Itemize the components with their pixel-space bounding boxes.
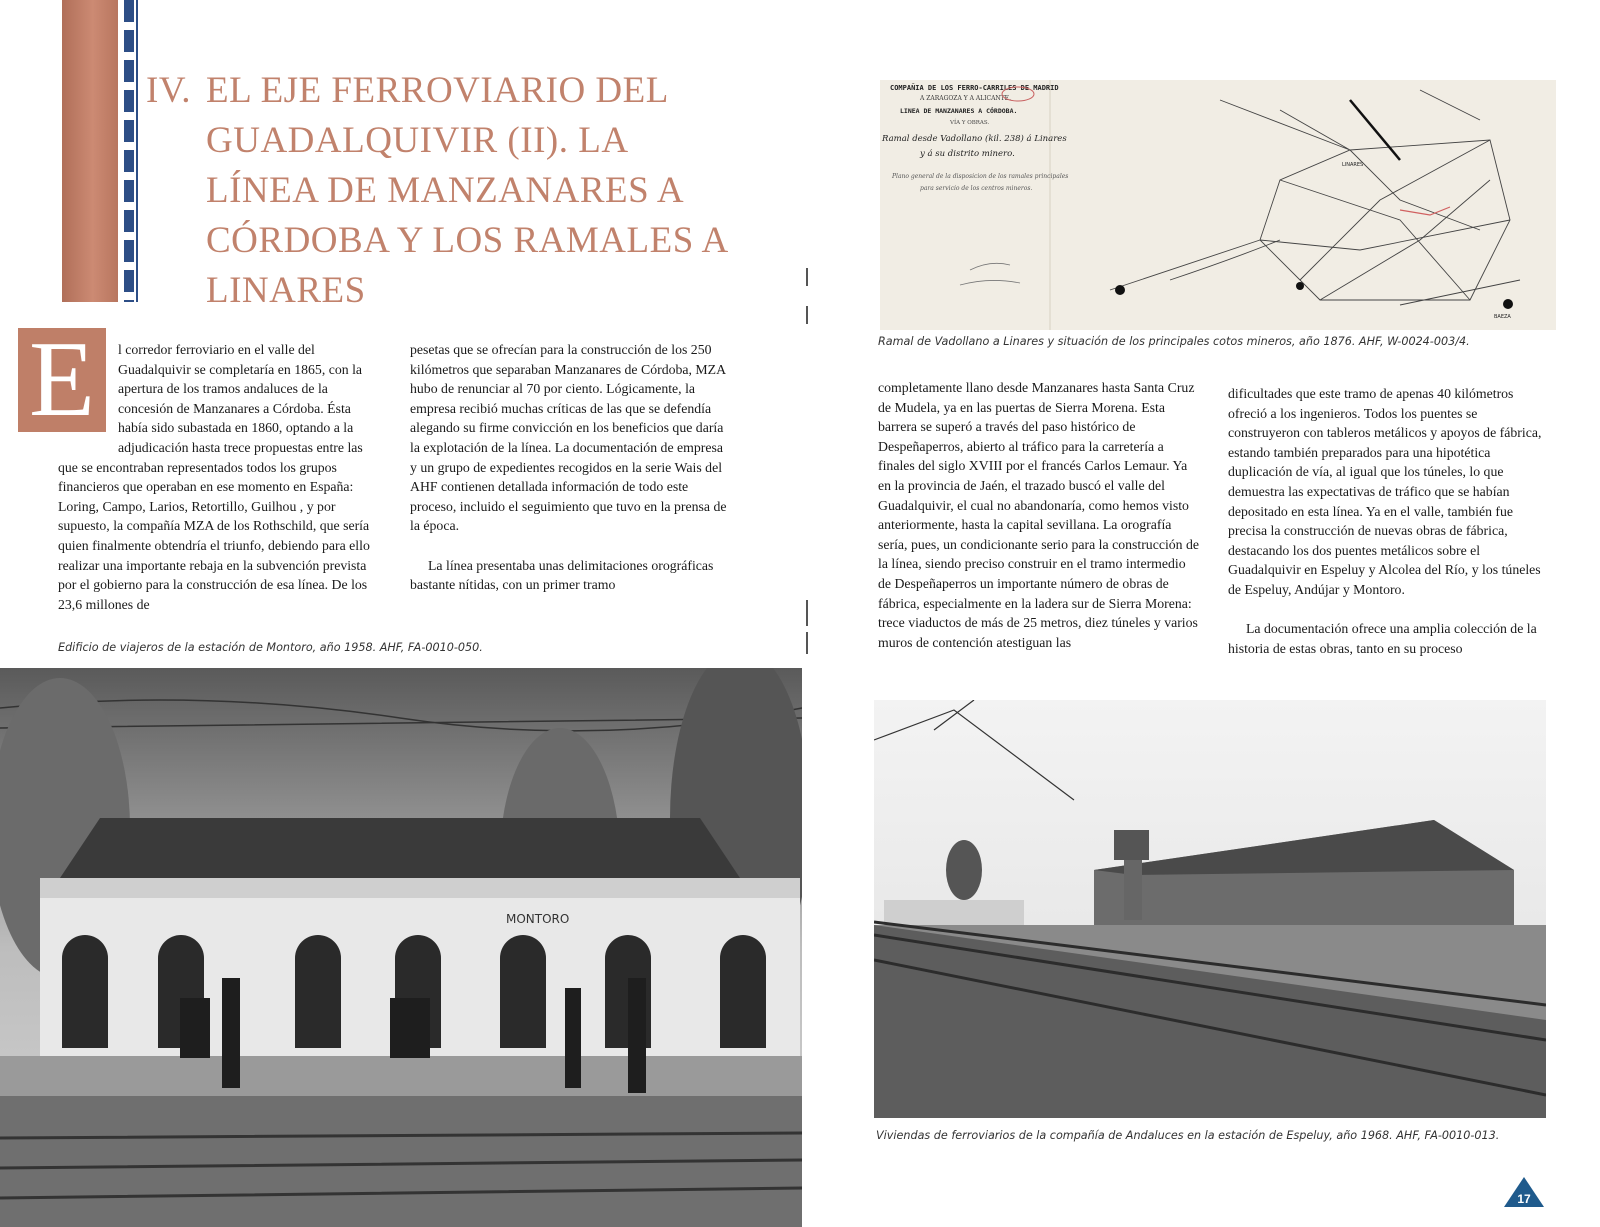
body-column-3 [878,378,1200,652]
paragraph-3: La documentación ofrece una amplia colección de la historia de estas obras, tanto en su proceso [1228,621,1537,656]
gutter-mark [806,632,808,654]
chapter-number: IV. [146,70,192,111]
map-doc-line-5: Ramal desde Vadollano (kil. 238) á Linares [882,134,1067,144]
body-column-2 [410,340,730,595]
housing-photo-caption: Viviendas de ferroviarios de la compañía de Andaluces en la estación de Espeluy, año 1968. AHF, FA-0010-013. [876,1129,1500,1142]
paragraph-1-part-b: pesetas que se ofrecían para la construcción de los 250 kilómetros que separaban Manzanares de Córdoba, MZA hubo de renunciar al 70 por ciento. Lógicamente, la empresa recibió muchas críticas de las que se defendía alegando su firme convicción en los beneficios que daría la explotación de la línea. La documentación de empresa y un grupo de expedientes recogidos en la serie Wais del AHF contienen detallada información de todo este proceso, incluido el seguimiento que tuvo en la prensa de la época. [410,342,727,534]
gutter-mark [806,600,808,626]
title-stripe-line [136,0,138,302]
chapter-title [146,66,746,316]
title-accent-bar [62,0,118,302]
paragraph-2-part-c: dificultades que este tramo de apenas 40 kilómetros ofreció a los ingenieros. Todos los puentes se construyeron con tableros metálicos y apoyos de fábrica, estando también preparados para una hipotética duplicación de vía, al igual que los túneles, lo que demuestra las expectativas de tráfico que se habían depositado en esta línea. Ya en el valle, también fue precisa la construcción de nuevas obras de fábrica, destacando los dos puentes metálicos sobre el Guadalquivir en Espeluy y Alcolea del Río, y los túneles de Espeluy, Andújar y Montoro. [1228,386,1542,597]
paragraph-2-part-a: La línea presentaba unas delimitaciones orográficas bastante nítidas, con un primer tramo [410,557,714,593]
paragraph-1-part-a: l corredor ferroviario en el valle del Guadalquivir se completaría en 1865, con la apertura de los tramos andaluces de la concesión de Manzanares a Córdoba. Ésta había sido subastada en 1860, optando a la adjudicación hasta trece propuestas entre las que se encontraban representados todos los grupos financieros que operaban en ese momento en España: Loring, Campo, Larios, Retortillo, Guilhou , y por supuesto, la compañía MZA de los Rothschild, que sería quien finalmente obtendría el triunfo, debiendo para ello realizar una importante rebaja en la subvención prevista por el gobierno para la construcción de esa línea. De los 23,6 millones de [58,342,370,612]
gutter-mark [806,306,808,324]
paragraph-2-part-b: completamente llano desde Manzanares hasta Santa Cruz de Mudela, ya en las puertas de Sierra Morena. Esta barrera se superó a través del paso histórico de Despeñaperros, abierto al tráfico para la carretería a finales del siglo XVIII por el francés Carlos Lemaur. Ya en la provincia de Jaén, el trazado buscó el valle del Guadalquivir, el cual no abandonaría, como hemos visto anteriormente, hasta la capital sevillana. La orografía sería, pues, un condicionante serio para la construcción de la línea, siendo preciso construir en el tramo intermedio de Despeñaperros un importante número de obras de fábrica, especialmente en la ladera sur de Sierra Morena: trece viaductos de más de 25 metros, diez túneles y varios muros de contención atestiguan las [878,380,1200,650]
title-stripe [124,0,134,302]
railway-housing-photo [874,700,1546,1118]
station-photo-caption: Edificio de viajeros de la estación de Montoro, año 1958. AHF, FA-0010-050. [58,641,483,654]
map-doc-line-7: Plano general de la disposicion de los ramales principales [892,173,1069,180]
map-doc-line-8: para servicio de los centros mineros. [920,185,1033,192]
dropcap-spacer [58,340,118,440]
gutter-mark [806,268,808,286]
chapter-title-text: EL EJE FERROVIARIO DEL GUADALQUIVIR (II). LA LÍNEA DE MANZANARES A CÓRDOBA Y LOS RAMALES A LINARES [206,70,727,311]
map-caption: Ramal de Vadollano a Linares y situación de los principales cotos mineros, año 1876. AHF, W-0024-003/4. [878,335,1470,348]
station-photo [0,668,802,1227]
map-doc-line-3: LINEA DE MANZANARES A CÓRDOBA. [900,107,1018,115]
body-column-4 [1228,384,1550,658]
map-label-linares: LINARES [1342,162,1364,168]
map-doc-line-2: A ZARAGOZA Y A ALICANTE. [920,95,1011,102]
map-doc-line-6: y á su distrito minero. [920,149,1015,159]
map-doc-line-4: VÍA Y OBRAS. [950,120,990,126]
station-sign-text: MONTORO [506,912,570,926]
map-doc-line-1: COMPAÑIA DE LOS FERRO-CARRILES DE MADRID [890,84,1059,92]
historic-map-image [880,80,1556,330]
page-number: 17 [1517,1192,1531,1206]
drop-cap: E [18,328,106,432]
map-label-baeza: BAEZA [1494,314,1511,320]
body-column-1 [58,340,378,614]
